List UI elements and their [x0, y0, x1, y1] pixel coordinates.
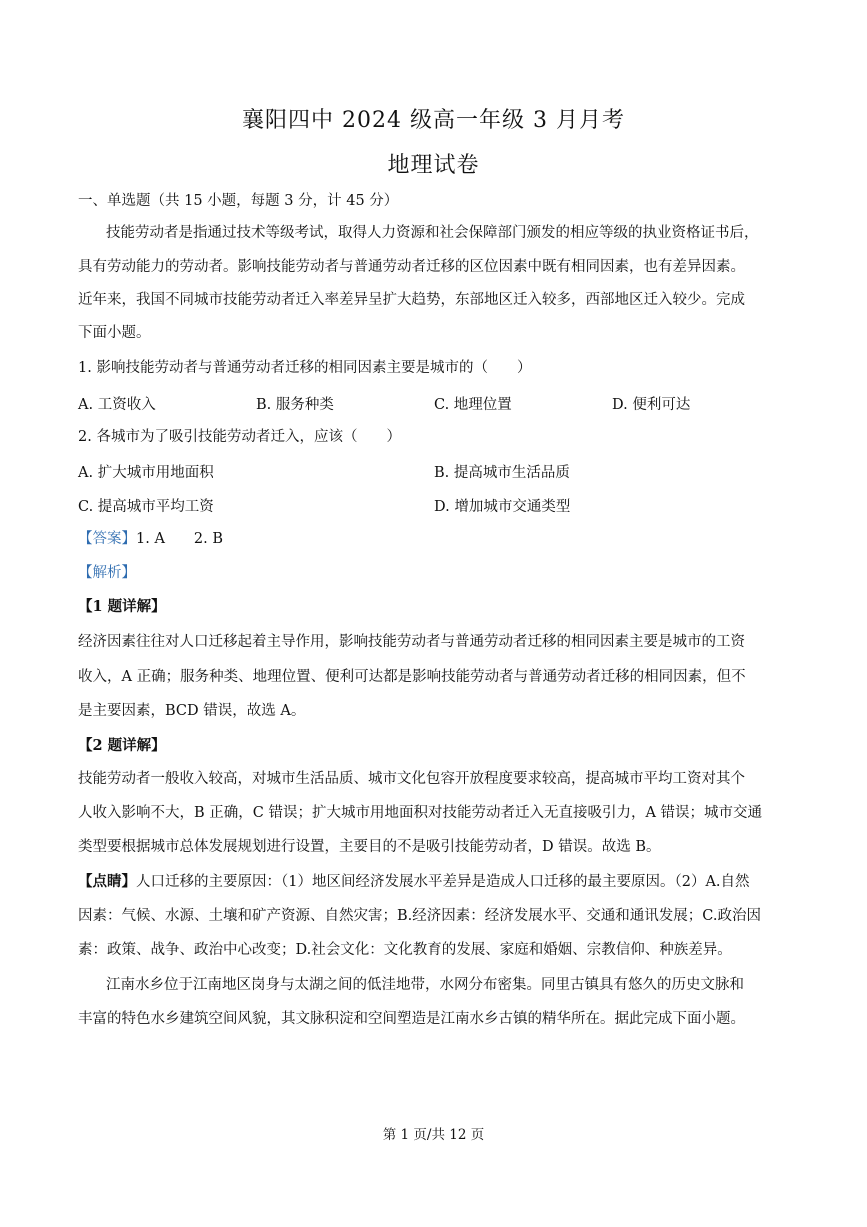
passage1-line: 下面小题。 — [78, 325, 151, 341]
q1-option-b: B. 服务种类 — [256, 397, 334, 413]
analysis-tag: 【解析】 — [78, 565, 136, 581]
tip-line — [78, 872, 798, 892]
question-2-stem: 2. 各城市为了吸引技能劳动者迁入，应该（ ） — [78, 429, 401, 445]
q1-option-c: C. 地理位置 — [434, 397, 512, 413]
exam-title: 襄阳四中 2024 级高一年级 3 月月考 — [242, 108, 625, 133]
q1-option-d: D. 便利可达 — [612, 397, 691, 413]
passage1-line: 近年来，我国不同城市技能劳动者迁入率差异呈扩大趋势，东部地区迁入较多，西部地区迁入较少。完成 — [78, 292, 745, 308]
q2-option-d: D. 增加城市交通类型 — [434, 499, 571, 515]
q2-option-a: A. 扩大城市用地面积 — [78, 465, 214, 481]
question-1-stem: 1. 影响技能劳动者与普通劳动者迁移的相同因素主要是城市的（ ） — [78, 360, 532, 376]
detail-2-line: 技能劳动者一般收入较高，对城市生活品质、城市文化包容开放程度要求较高，提高城市平均工资对其个 — [78, 771, 745, 787]
detail-2-line: 类型要根据城市总体发展规划进行设置，主要目的不是吸引技能劳动者，D 错误。故选 B。 — [78, 839, 661, 855]
passage2-line: 丰富的特色水乡建筑空间风貌，其文脉积淀和空间塑造是江南水乡古镇的精华所在。据此完成下面小题。 — [78, 1011, 745, 1027]
passage1-line: 具有劳动能力的劳动者。影响技能劳动者与普通劳动者迁移的区位因素中既有相同因素，也有差异因素。 — [78, 259, 745, 275]
tip-line: 素：政策、战争、政治中心改变；D.社会文化：文化教育的发展、家庭和婚姻、宗教信仰、种族差异。 — [78, 942, 732, 958]
detail-2-heading: 【2 题详解】 — [78, 737, 166, 754]
detail-1-heading: 【1 题详解】 — [78, 598, 166, 615]
answer-line — [78, 529, 798, 549]
section-heading: 一、单选题（共 15 小题，每题 3 分，计 45 分） — [78, 193, 399, 209]
detail-1-line: 是主要因素，BCD 错误，故选 A。 — [78, 703, 306, 719]
detail-2-line: 人收入影响不大，B 正确，C 错误；扩大城市用地面积对技能劳动者迁入无直接吸引力，A 错误；城市交通 — [78, 805, 763, 821]
detail-1-line: 收入，A 正确；服务种类、地理位置、便利可达都是影响技能劳动者与普通劳动者迁移的相同因素，但不 — [78, 669, 746, 685]
q2-option-c: C. 提高城市平均工资 — [78, 499, 214, 515]
answer-tag: 【答案】 — [78, 531, 136, 547]
q1-option-a: A. 工资收入 — [78, 397, 156, 413]
tip-line: 因素：气候、水源、土壤和矿产资源、自然灾害；B.经济因素：经济发展水平、交通和通讯发展；C.政治因 — [78, 908, 761, 924]
answer-text: 1. A 2. B — [136, 531, 224, 547]
tip-text: 人口迁移的主要原因：（1）地区间经济发展水平差异是造成人口迁移的最主要原因。（2）A.自然 — [136, 874, 750, 890]
passage2-line: 江南水乡位于江南地区岗身与太湖之间的低洼地带，水网分布密集。同里古镇具有悠久的历史文脉和 — [106, 977, 744, 993]
exam-subtitle: 地理试卷 — [387, 153, 480, 178]
passage1-line: 技能劳动者是指通过技术等级考试，取得人力资源和社会保障部门颁发的相应等级的执业资格证书后， — [106, 225, 759, 241]
tip-tag: 【点睛】 — [78, 873, 136, 890]
detail-1-line: 经济因素往往对人口迁移起着主导作用，影响技能劳动者与普通劳动者迁移的相同因素主要是城市的工资 — [78, 634, 745, 650]
q2-option-b: B. 提高城市生活品质 — [434, 465, 570, 481]
page-number: 第 1 页/共 12 页 — [382, 1127, 485, 1143]
